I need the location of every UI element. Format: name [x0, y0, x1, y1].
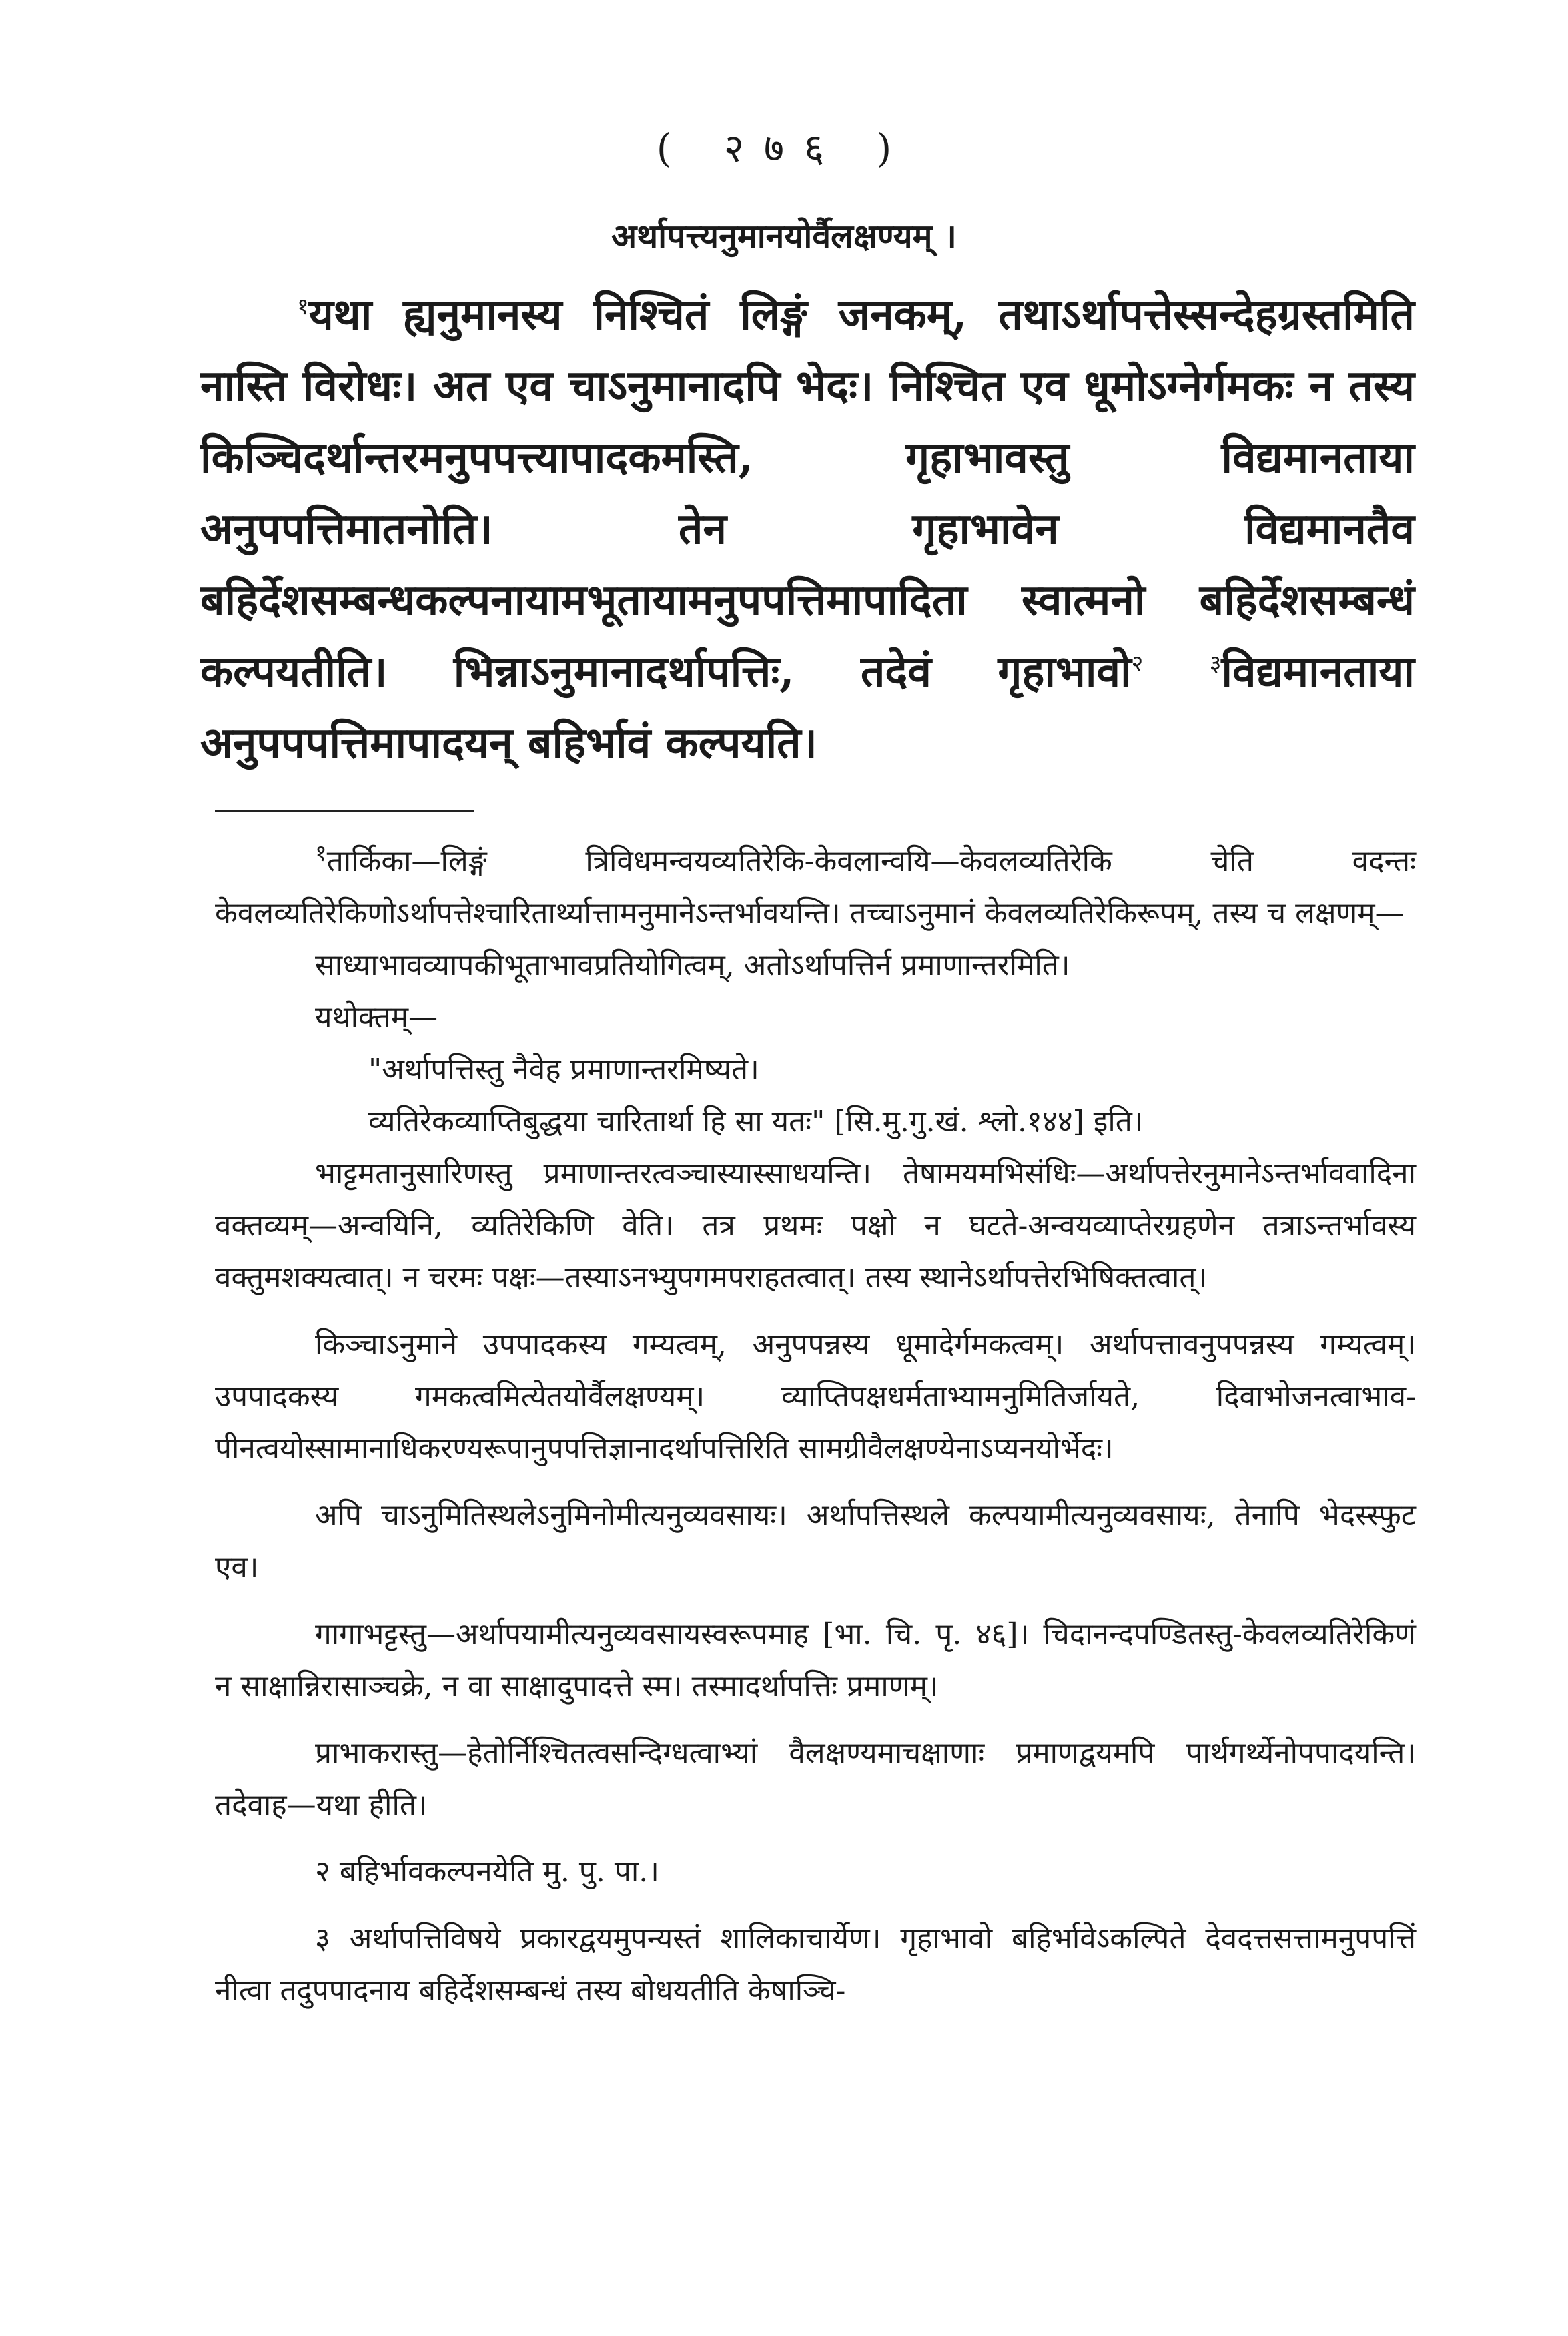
section-heading: अर्थापत्त्यनुमानयोर्वैलक्षण्यम् । [611, 216, 957, 256]
footnote-separator [215, 810, 474, 812]
main-paragraph [200, 279, 1415, 779]
footnote-marker-3: ३ [1209, 650, 1222, 677]
main-text-part-1: यथा ह्यनुमानस्य निश्चितं लिङ्गं जनकम्, तथाऽर्थापत्तेस्सन्देहग्रस्तमिति नास्ति विरोधः। अत एव चाऽनुमानादपि भेदः। निश्चित एव धूमोऽग्नेर्गमकः न तस्य किञ्चिदर्थान्तरमनुपपत्त्यापादकमस्ति, गृहाभावस्तु विद्यमानताया अनुपपत्तिमातनोति। तेन गृहाभावेन विद्यमानतैव बहिर्देशसम्बन्धकल्पनायामभूतायामनुपपत्तिमापादिता स्वात्मनो बहिर्देशसम्बन्धं कल्पयतीति। भिन्नाऽनुमानादर्थापत्तिः, तदेवं गृहाभावो [200, 290, 1415, 697]
footnote-1-yathoktam: यथोक्तम्— [315, 1000, 438, 1035]
page-number: ( २७६ ) [656, 125, 912, 171]
footnote-2: २ बहिर्भावकल्पनयेति मु. पु. पा.। [315, 1855, 659, 1889]
footnote-1-definition: साध्याभावव्यापकीभूताभावप्रतियोगित्वम्, अतोऽर्थापत्तिर्न प्रमाणान्तरमिति। [315, 948, 1070, 982]
footnote-1-paragraph-2: भाट्टमतानुसारिणस्तु प्रमाणान्तरत्वञ्चास्यास्साधयन्ति। तेषामयमभिसंधिः—अर्थापत्तेरनुमानेऽन्तर्भाववादिना वक्तव्यम्—अन्वयिनि, व्यतिरेकिणि वेति। तत्र प्रथमः पक्षो न घटते-अन्वयव्याप्तेरग्रहणेन तत्राऽन्तर्भावस्य वक्तुमशक्यत्वात्। न चरमः पक्षः—तस्याऽनभ्युपगमपराहतत्वात्। तस्य स्थानेऽर्थापत्तेरभिषिक्तत्वात्। [215, 1157, 1416, 1295]
footnotes [215, 836, 1416, 2017]
footnote-1-paragraph-6: प्राभाकरास्तु—हेतोर्निश्चितत्वसन्दिग्धत्वाभ्यां वैलक्षण्यमाचक्षाणाः प्रमाणद्वयमपि पार्थगर्थ्येनोपपादयन्ति। तदेवाह—यथा हीति। [215, 1736, 1416, 1822]
footnote-marker-1: १ [297, 293, 309, 320]
footnote-1-paragraph-4: अपि चाऽनुमितिस्थलेऽनुमिनोमीत्यनुव्यवसायः। अर्थापत्तिस्थले कल्पयामीत्यनुव्यवसायः, तेनापि भेदस्स्फुट एव। [215, 1498, 1416, 1584]
main-text-part-2: विद्यमानताया अनुपपपत्तिमापादयन् बहिर्भावं कल्पयति। [200, 647, 1415, 768]
footnote-1-verse-line-2: व्यतिरेकव्याप्तिबुद्धया चारितार्था हि सा यतः" [सि.मु.गु.खं. श्लो.१४४] इति। [368, 1105, 1144, 1139]
main-text [200, 279, 1415, 779]
footnote-marker-2: २ [1131, 650, 1144, 677]
footnote-1-paragraph-5: गागाभट्टस्तु—अर्थापयामीत्यनुव्यवसायस्वरूपमाह [भा. चि. पृ. ४६]। चिदानन्दपण्डितस्तु-केवलव्यतिरेकिणं न साक्षान्निरासाञ्चक्रे, न वा साक्षादुपादत्ते स्म। तस्मादर्थापत्तिः प्रमाणम्। [215, 1617, 1416, 1703]
footnote-1-verse-line-1: "अर्थापत्तिस्तु नैवेह प्रमाणान्तरमिष्यते। [368, 1053, 759, 1087]
footnote-1-intro: $^१$तार्किका—लिङ्गं त्रिविधमन्वयव्यतिरेकि-केवलान्वयि—केवलव्यतिरेकि चेति वदन्तः केवलव्यतिरेकिणोऽर्थापत्तेश्चारितार्थ्यात्तामनुमानेऽन्तर्भावयन्ति। तच्चाऽनुमानं केवलव्यतिरेकिरूपम्, तस्य च लक्षणम्— [215, 840, 1416, 930]
footnote-1-number: १ [315, 840, 327, 867]
footnote-3: ३ अर्थापत्तिविषये प्रकारद्वयमुपन्यस्तं शालिकाचार्येण। गृहाभावो बहिर्भावेऽकल्पिते देवदत्तसत्तामनुपपत्तिं नीत्वा तदुपपादनाय बहिर्देशसम्बन्धं तस्य बोधयतीति केषाञ्चि- [215, 1922, 1416, 2008]
footnote-1-paragraph-3: किञ्चाऽनुमाने उपपादकस्य गम्यत्वम्, अनुपपन्नस्य धूमादेर्गमकत्वम्। अर्थापत्तावनुपपन्नस्य गम्यत्वम्। उपपादकस्य गमकत्वमित्येतयोर्वैलक्षण्यम्। व्याप्तिपक्षधर्मताभ्यामनुमितिर्जायते, दिवाभोजनत्वाभाव-पीनत्वयोस्सामानाधिकरण्यरूपानुपपत्तिज्ञानादर्थापत्तिरिति सामग्रीवैलक्षण्येनाऽप्यनयोर्भेदः। [215, 1328, 1416, 1466]
